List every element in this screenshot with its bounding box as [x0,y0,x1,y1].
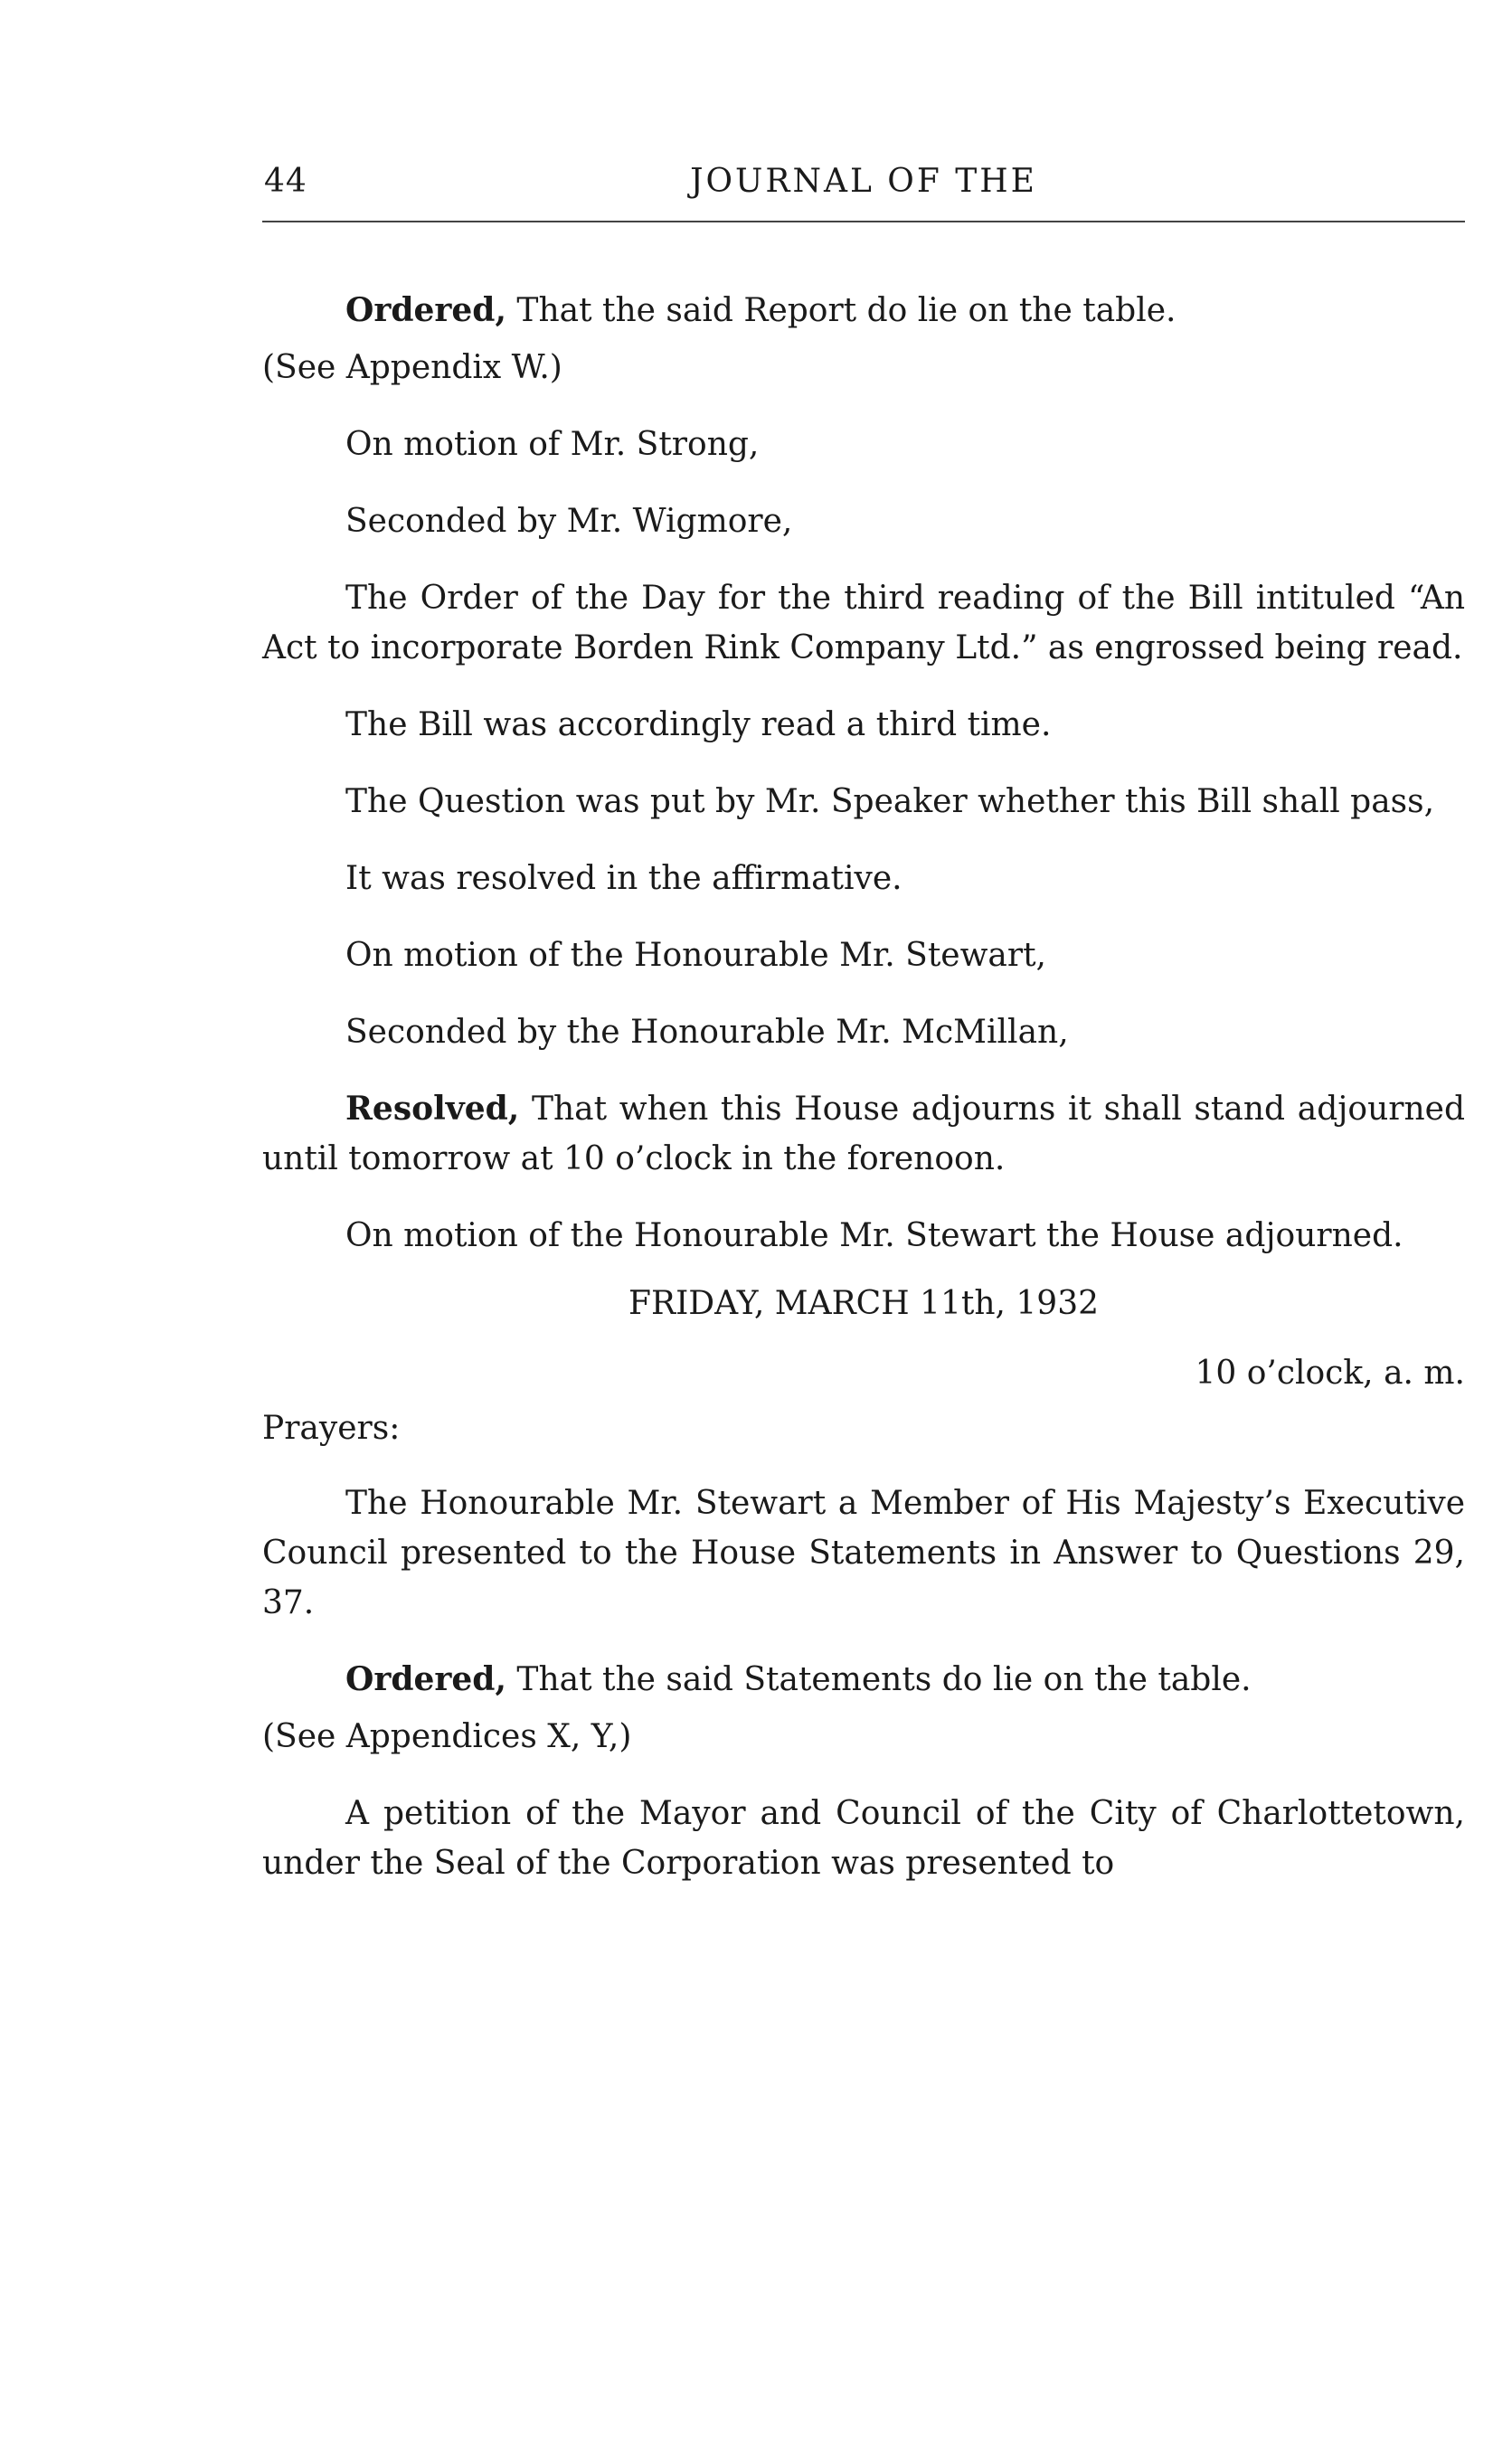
seconded-mcmillan: Seconded by the Honourable Mr. McMillan, [345,1014,1069,1051]
running-head: JOURNAL OF THE [690,163,1037,200]
page-header [262,163,1465,217]
resolved-adjourn-paragraph [262,1084,1465,1184]
ordered-statements-text: That the said Statements do lie on the table. [506,1661,1252,1698]
house-adjourned: On motion of the Honourable Mr. Stewart the House adjourned. [345,1217,1403,1254]
seconded-wigmore: Seconded by Mr. Wigmore, [345,503,793,540]
ordered-text: That the said Report do lie on the table. [506,292,1177,329]
journal-page [262,163,1465,1882]
resolved-text: That when this House adjourns it shall stand adjourned until tomorrow at 10 o’clock in the forenoon. [262,1091,1465,1177]
motion-stewart: On motion of the Honourable Mr. Stewart, [345,937,1047,974]
journal-body [262,286,1465,1915]
ordered-label: Ordered, [345,291,506,329]
question-put: The Question was put by Mr. Speaker whether this Bill shall pass, [345,783,1435,820]
page-number: 44 [264,163,307,200]
appendices-xy-reference: (See Appendices X, Y,) [262,1718,632,1755]
date-heading: FRIDAY, MARCH 11th, 1932 [628,1285,1100,1322]
statements-presented: The Honourable Mr. Stewart a Member of His Majesty’s Executive Council presented to the House Statements in Answer to Questions 29, 37. [262,1485,1465,1621]
bill-third-reading: The Bill was accordingly read a third time. [345,706,1052,743]
resolved-label: Resolved, [345,1090,520,1128]
prayers: Prayers: [262,1410,401,1447]
ordered-label-2: Ordered, [345,1660,506,1698]
ordered-report-paragraph [262,286,1465,335]
header-rule [262,221,1465,222]
ordered-statements-paragraph [262,1655,1465,1705]
order-of-day-paragraph: The Order of the Day for the third reading of the Bill intituled “An Act to incorporate Borden Rink Company Ltd.” as engrossed being read. [262,580,1465,666]
petition-paragraph: A petition of the Mayor and Council of the City of Charlottetown, under the Seal of the Corporation was presented to [262,1795,1465,1882]
appendix-w-reference: (See Appendix W.) [262,349,562,386]
resolved-affirmative: It was resolved in the affirmative. [345,860,902,897]
motion-strong: On motion of Mr. Strong, [345,426,760,463]
sitting-time: 10 o’clock, a. m. [1195,1355,1465,1392]
